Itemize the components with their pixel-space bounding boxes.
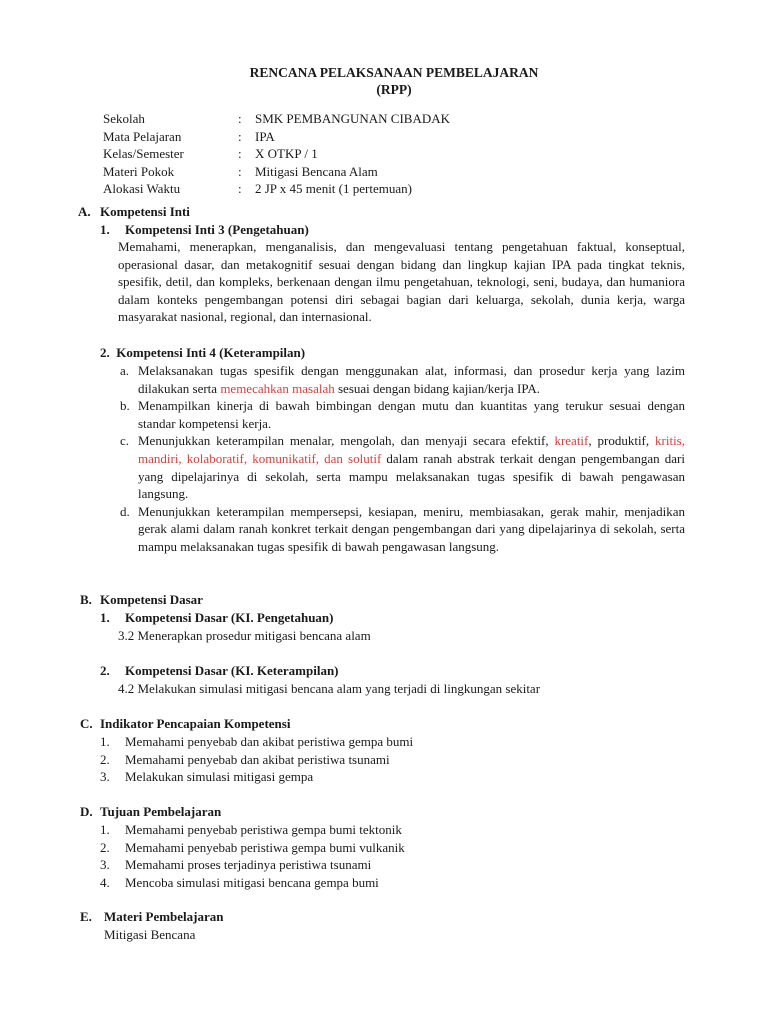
info-row-school — [103, 110, 450, 128]
ki4-number: 2. — [100, 345, 110, 360]
section-letter: B. — [80, 592, 92, 607]
info-label: Mata Pelajaran — [103, 128, 182, 144]
section-title: Kompetensi Inti — [100, 204, 190, 219]
indicator-list — [100, 733, 413, 786]
highlight-text: kritis, mandiri, kolaboratif, komunikatif, dan solutif — [138, 433, 685, 466]
ki4-title: Kompetensi Inti 4 (Keterampilan) — [116, 345, 306, 360]
ki4-item-d — [120, 503, 685, 556]
info-value: IPA — [255, 128, 275, 144]
title-line-2: (RPP) — [376, 82, 412, 97]
kd1-heading — [100, 609, 333, 627]
info-value: X OTKP / 1 — [255, 146, 318, 161]
section-title: Indikator Pencapaian Kompetensi — [100, 716, 291, 731]
ki3-title: Kompetensi Inti 3 (Pengetahuan) — [125, 222, 309, 237]
section-e-heading — [80, 908, 223, 926]
info-colon: : — [238, 163, 242, 179]
info-value: 2 JP x 45 menit (1 pertemuan) — [255, 181, 412, 196]
list-item — [100, 768, 413, 786]
info-colon: : — [238, 146, 242, 161]
item-number: 2. — [100, 839, 110, 855]
kd1-number: 1. — [100, 610, 110, 625]
kd2-text: 4.2 Melakukan simulasi mitigasi bencana alam yang terjadi di lingkungan sekitar — [118, 681, 541, 696]
info-row-class — [103, 145, 450, 163]
info-label: Sekolah — [103, 111, 145, 126]
list-item — [100, 839, 405, 857]
highlight-text: kreatif — [554, 433, 589, 449]
item-text: Mencoba simulasi mitigasi bencana gempa bumi — [125, 874, 379, 890]
section-a-heading — [78, 203, 190, 221]
text-run: dalam ranah abstrak terkait dengan pengembangan dari yang dipelajarinya di sekolah, serta mampu melaksanakan tugas spesifik di bawah pengawasan langsung. — [138, 450, 685, 502]
ki3-number: 1. — [100, 222, 110, 237]
info-colon: : — [238, 181, 242, 196]
kd1-title: Kompetensi Dasar (KI. Pengetahuan) — [125, 610, 334, 625]
text-run: Menunjukkan keterampilan menalar, mengolah, dan menyaji secara efektif, — [138, 433, 555, 449]
item-number: 2. — [100, 751, 110, 767]
list-item — [100, 856, 405, 874]
text-run: sesuai dengan bidang kajian/kerja IPA. — [334, 380, 541, 396]
item-text: Menampilkan kinerja di bawah bimbingan dengan mutu dan kuantitas yang terukur sesuai dengan standar kompetensi kerja. — [138, 398, 685, 431]
item-marker: c. — [120, 433, 130, 449]
list-item — [100, 733, 413, 751]
ki4-list — [120, 362, 685, 556]
item-text: Memahami penyebab peristiwa gempa bumi vulkanik — [125, 839, 405, 855]
ki4-item-c — [120, 432, 685, 502]
document-title — [0, 64, 768, 98]
item-marker: d. — [120, 503, 130, 519]
info-colon: : — [238, 111, 242, 126]
section-letter: D. — [80, 804, 93, 819]
section-d-heading — [80, 803, 221, 821]
item-text — [138, 362, 685, 397]
info-row-subject — [103, 128, 450, 146]
material-text: Mitigasi Bencana — [104, 927, 196, 942]
item-number: 1. — [100, 822, 110, 837]
list-item — [100, 821, 405, 839]
objective-list — [100, 821, 405, 891]
item-text: Memahami penyebab dan akibat peristiwa tsunami — [125, 751, 390, 767]
section-title: Tujuan Pembelajaran — [100, 804, 222, 819]
info-row-topic — [103, 163, 450, 181]
highlight-text: memecahkan masalah — [220, 380, 335, 396]
section-c-heading — [80, 715, 290, 733]
title-line-1: RENCANA PELAKSANAAN PEMBELAJARAN — [249, 65, 539, 80]
text-run: , produktif, — [588, 433, 656, 449]
ki4-item-b — [120, 397, 685, 432]
item-marker: b. — [120, 398, 130, 414]
info-value: Mitigasi Bencana Alam — [255, 163, 378, 179]
item-marker: a. — [120, 363, 130, 378]
kd1-text: 3.2 Menerapkan prosedur mitigasi bencana alam — [118, 628, 371, 643]
item-text: Memahami penyebab peristiwa gempa bumi tektonik — [125, 822, 402, 837]
item-number: 3. — [100, 769, 110, 784]
item-text — [138, 432, 685, 502]
ki4-heading — [100, 344, 305, 362]
item-number: 4. — [100, 874, 110, 890]
list-item — [100, 751, 413, 769]
section-letter: A. — [78, 204, 91, 219]
list-item — [100, 874, 405, 892]
item-text: Memahami proses terjadinya peristiwa tsunami — [125, 857, 372, 872]
item-number: 1. — [100, 734, 110, 749]
section-b-heading — [80, 591, 203, 609]
info-row-time — [103, 180, 450, 198]
text-run: Melaksanakan tugas spesifik dengan menggunakan alat, informasi, dan prosedur kerja yang lazim dilakukan serta — [138, 363, 685, 396]
section-title: Kompetensi Dasar — [100, 592, 203, 607]
info-value: SMK PEMBANGUNAN CIBADAK — [255, 111, 451, 126]
section-letter: E. — [80, 909, 92, 924]
info-label: Kelas/Semester — [103, 146, 184, 161]
info-label: Materi Pokok — [103, 163, 175, 179]
item-text: Memahami penyebab dan akibat peristiwa gempa bumi — [125, 734, 414, 749]
info-colon: : — [238, 128, 242, 144]
item-text: Melakukan simulasi mitigasi gempa — [125, 769, 314, 784]
item-text: Menunjukkan keterampilan mempersepsi, kesiapan, meniru, membiasakan, gerak mahir, menjadikan gerak alami dalam ranah konkret terkait dengan pengembangan dari yang dipelajarinya di sekolah, serta mampu melaksanakan tugas spesifik di bawah pengawasan langsung. — [138, 503, 685, 554]
ki4-item-a — [120, 362, 685, 397]
kd2-title: Kompetensi Dasar (KI. Keterampilan) — [125, 663, 339, 678]
section-title: Materi Pembelajaran — [104, 909, 224, 924]
kd2-number: 2. — [100, 663, 110, 678]
kd2-heading — [100, 662, 339, 680]
identity-table — [103, 110, 450, 198]
ki3-paragraph: Memahami, menerapkan, menganalisis, dan mengevaluasi tentang pengetahuan faktual, konseptual, operasional dasar, dan metakognitif sesuai dengan bidang dan lingkup kajian IPA pada tingkat teknis, spesifik, detil, dan kompleks, berkenaan dengan ilmu pengetahuan, teknologi, seni, budaya, dan humaniora dalam konteks pengembangan potensi diri sebagai bagian dari keluarga, sekolah, dunia kerja, warga masyarakat nasional, regional, dan internasional. — [118, 239, 685, 325]
section-letter: C. — [80, 716, 93, 731]
item-number: 3. — [100, 857, 110, 872]
info-label: Alokasi Waktu — [103, 181, 181, 196]
ki3-heading — [100, 221, 309, 239]
